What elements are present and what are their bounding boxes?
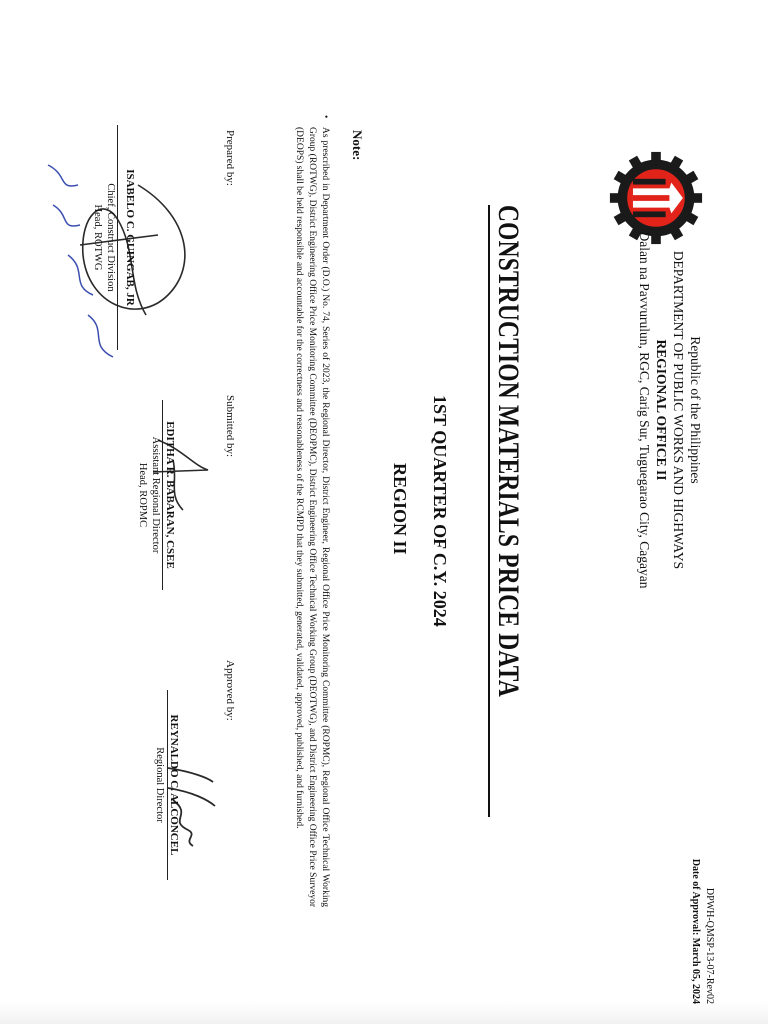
submitted-title-2: Head, ROPMC — [137, 462, 148, 528]
prepared-signature-line — [117, 125, 118, 350]
letterhead-department: DEPARTMENT OF PUBLIC WORKS AND HIGHWAYS — [671, 250, 686, 570]
document-title: CONSTRUCTION MATERIALS PRICE DATA — [492, 205, 525, 698]
letterhead-country: Republic of the Philippines — [688, 336, 703, 484]
prepared-title-2: Head, ROTWG — [92, 204, 103, 271]
note-bullet: • — [320, 115, 330, 119]
approved-title-1: Regional Director — [154, 747, 165, 823]
prepared-by-label: Prepared by: — [224, 130, 236, 186]
quarter-heading: 1ST QUARTER OF C.Y. 2024 — [430, 395, 450, 627]
submitted-title-1: Assistant Regional Director — [150, 436, 161, 554]
letterhead-office: REGIONAL OFFICE II — [654, 339, 669, 481]
letterhead — [636, 160, 704, 660]
submitted-signature-line — [162, 400, 163, 590]
note-paragraph — [292, 115, 331, 907]
note-text: As prescribed in Department Order (D.O.) No. 74, Series of 2023, the Regional Director, District Engineer, Regional Office Price Monitoring Committee (ROPMC), Regional Office Technical Working Group (ROTWG), District Engineering Office Price Monitoring Committee (DEOPMC), District Engineering Office Technical Working Group (DEOTWG), and District Engineering Office Price Surveyor (DEOPS) shall be held responsible and accountable for the correctness and reasonableness of the RCMPD that they submitted, generated, validated, approved, published, and furnished. — [294, 127, 330, 907]
approved-by-label: Approved by: — [224, 660, 236, 721]
note-label: Note: — [350, 130, 365, 161]
approval-date: Date of Approval: March 05, 2024 — [690, 858, 701, 1004]
prepared-name: ISABELO C. GUINGAB, JR — [124, 169, 136, 306]
letterhead-address: Dalan na Pavvurulun, RGC, Carig Sur, Tuguegarao City, Cagayan — [637, 231, 652, 589]
document-code-block — [688, 859, 716, 1004]
region-heading: REGION II — [390, 463, 410, 555]
submitted-by-label: Submitted by: — [224, 395, 236, 458]
submitted-name: EDITHA R. BABARAN, CSEE — [164, 421, 176, 569]
title-underline — [488, 205, 490, 817]
prepared-title-1: Chief, Construct Division — [105, 183, 116, 292]
approved-name: REYNALDO C. ALCONCEL — [168, 714, 180, 856]
document-code: DPWH-QMSP-13-07-Rev02 — [704, 887, 715, 1004]
